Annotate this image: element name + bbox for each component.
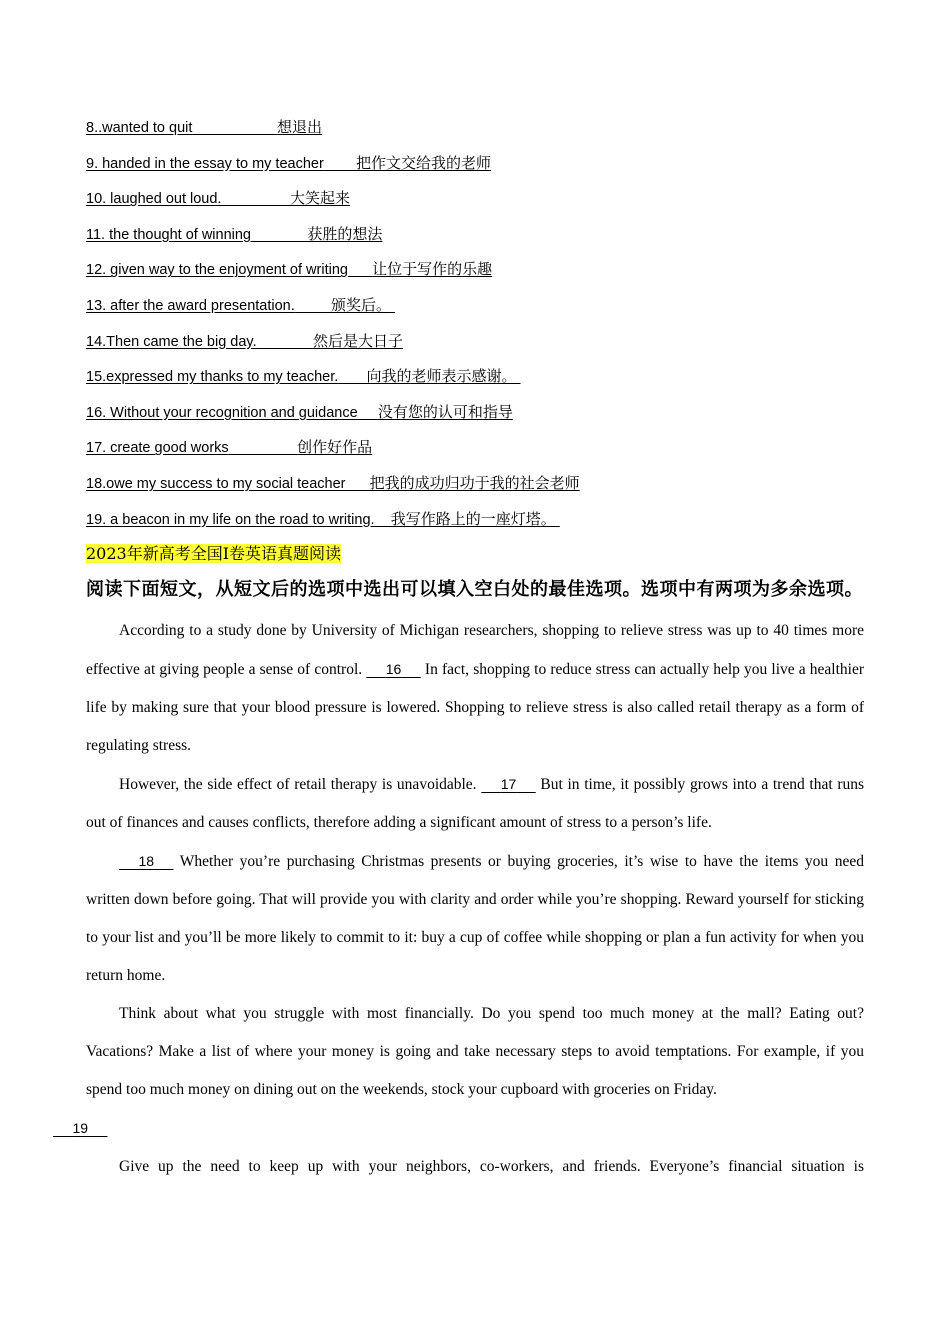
phrase-item (86, 184, 864, 220)
phrase-gap (324, 156, 356, 172)
phrase-gap (375, 512, 391, 528)
phrase-item (86, 291, 864, 327)
phrase-item (86, 362, 864, 398)
passage-paragraph-5: Give up the need to keep up with your neighbors, co-workers, and friends. Everyone’s financial situation is (119, 1158, 864, 1176)
section-title: 2023年新高考全国Ⅰ卷英语真题阅读 (86, 544, 342, 564)
phrase-chinese: 然后是大日子 (313, 331, 404, 350)
phrase-item (86, 398, 864, 434)
phrase-item (86, 255, 864, 291)
phrase-gap (221, 191, 290, 207)
phrase-english: 19. a beacon in my life on the road to writing. (86, 511, 375, 528)
blank-17[interactable]: 17 (500, 776, 517, 793)
phrase-gap (257, 334, 313, 350)
phrase-item (86, 433, 864, 469)
phrase-gap (358, 405, 378, 421)
blank-18[interactable]: 18 (138, 853, 155, 870)
phrase-item (86, 220, 864, 256)
phrase-chinese: 向我的老师表示感谢。 (366, 367, 517, 386)
phrase-english: 14.Then came the big day. (86, 333, 257, 350)
phrase-english: 9. handed in the essay to my teacher (86, 155, 324, 172)
phrase-chinese: 创作好作品 (297, 438, 373, 457)
phrase-gap (192, 120, 277, 136)
phrase-chinese: 获胜的想法 (307, 224, 383, 243)
phrase-chinese: 把我的成功归功于我的社会老师 (369, 473, 580, 492)
phrase-english: 16. Without your recognition and guidance (86, 404, 358, 421)
blank-19[interactable]: 19 (72, 1120, 89, 1137)
phrase-chinese: 我写作路上的一座灯塔。 (390, 509, 556, 528)
phrase-chinese: 让位于写作的乐趣 (372, 260, 493, 279)
phrase-english: 12. given way to the enjoyment of writing (86, 262, 348, 279)
phrase-item (86, 505, 864, 541)
phrase-english: 18.owe my success to my social teacher (86, 475, 346, 492)
phrase-english: 13. after the award presentation. (86, 297, 295, 314)
phrase-gap (346, 476, 370, 492)
blank-16[interactable]: 16 (385, 661, 402, 678)
phrase-chinese: 大笑起来 (289, 189, 350, 208)
phrase-english: 15.expressed my thanks to my teacher. (86, 369, 339, 386)
document-page (72, 113, 865, 1186)
phrase-english: 17. create good works (86, 440, 229, 457)
instruction: 阅读下面短文，从短文后的选项中选出可以填入空白处的最佳选项。选项中有两项为多余选项。 (86, 579, 863, 601)
phrase-gap (295, 298, 331, 314)
phrase-chinese: 没有您的认可和指导 (377, 402, 513, 421)
passage-paragraph-2: However, the side effect of retail therapy is unavoidable. 17 But in time, it possibly grows into a trend that runs out of finances and causes conflicts, therefore adding a significant amount of stress to a person’s life. (86, 765, 864, 842)
passage-paragraph-4: Think about what you struggle with most financially. Do you spend too much money at the mall? Eating out? Vacations? Make a list of where your money is going and take necessary steps to avoid temptations. For example, if you spend too much money on dining out on the weekends, stock your cupboard with groceries on Friday. 19 (86, 995, 864, 1148)
phrase-gap (229, 440, 298, 456)
phrase-item (86, 469, 864, 505)
phrase-item (86, 113, 864, 149)
passage-paragraph-1: According to a study done by University of Michigan researchers, shopping to relieve stress was up to 40 times more effective at giving people a sense of control. 16 In fact, shopping to reduce stress can actually help you live a healthier life by making sure that your blood pressure is lowered. Shopping to relieve stress is also called retail therapy as a form of regulating stress. (86, 622, 865, 755)
phrase-chinese: 颁奖后。 (331, 295, 392, 314)
phrase-chinese: 把作文交给我的老师 (356, 153, 492, 172)
phrase-item (86, 327, 864, 363)
phrase-english: 11. the thought of winning (86, 226, 251, 243)
phrase-list (86, 113, 864, 540)
phrase-gap (348, 262, 372, 278)
phrase-item (86, 149, 864, 185)
passage-paragraph-3: 18 Whether you’re purchasing Christmas presents or buying groceries, it’s wise to have the items you need written down before going. That will provide you with clarity and order while you’re shopping. Reward yourself for sticking to your list and you’ll be more likely to commit to it: buy a cup of coffee while shopping or plan a fun activity for when you return home. (86, 842, 864, 995)
phrase-english: 10. laughed out loud. (86, 191, 222, 208)
phrase-gap (338, 369, 366, 385)
section-title-line (86, 540, 864, 570)
phrase-english: 8..wanted to quit (86, 120, 193, 136)
phrase-chinese: 想退出 (277, 118, 323, 136)
phrase-gap (251, 227, 307, 243)
